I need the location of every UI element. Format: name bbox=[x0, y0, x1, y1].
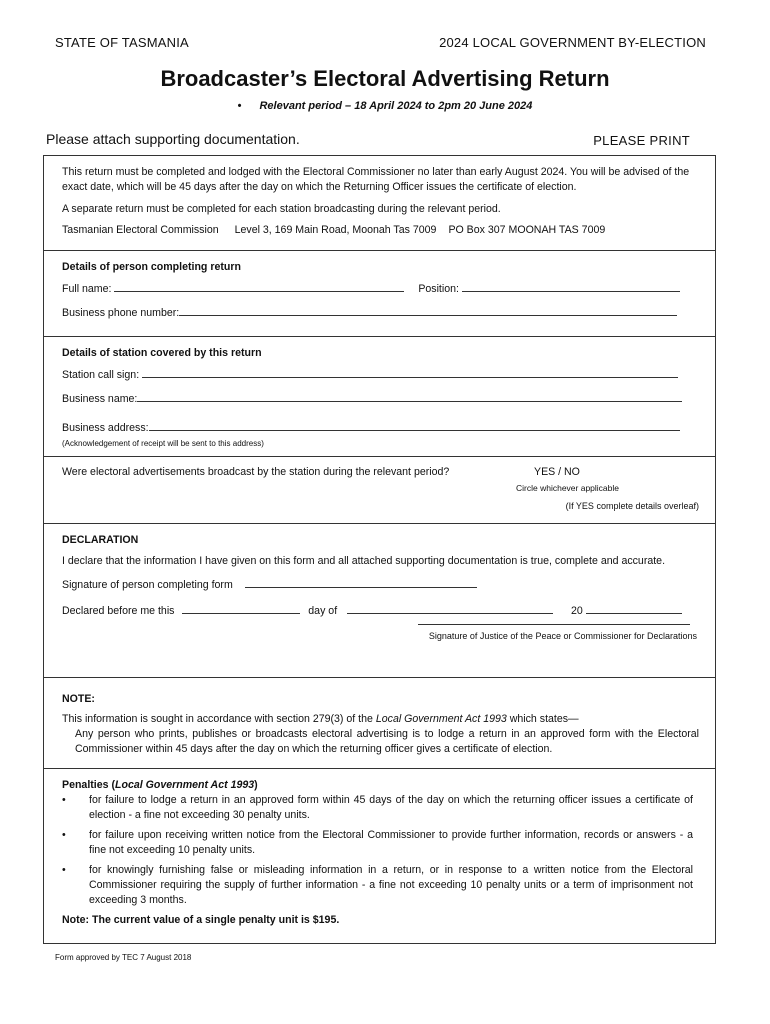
phone-field[interactable] bbox=[179, 305, 677, 316]
commission-street: Level 3, 169 Main Road, Moonah Tas 7009 bbox=[234, 224, 437, 236]
business-name-field[interactable] bbox=[137, 391, 682, 402]
yes-no-answer[interactable]: YES / NO bbox=[534, 466, 580, 478]
commission-address bbox=[62, 223, 697, 238]
declared-row bbox=[62, 603, 699, 619]
business-name-row bbox=[62, 391, 697, 407]
jp-signature-line[interactable] bbox=[418, 624, 690, 625]
commission-po-box: PO Box 307 MOONAH TAS 7009 bbox=[448, 224, 606, 236]
station-section bbox=[44, 336, 715, 456]
year-label: 20 bbox=[570, 605, 583, 617]
ack-note: (Acknowledgement of receipt will be sent to this address) bbox=[62, 439, 264, 448]
declared-day-field[interactable] bbox=[182, 603, 300, 614]
question-section bbox=[44, 456, 715, 523]
declared-label: Declared before me this bbox=[62, 605, 175, 617]
please-print: PLEASE PRINT bbox=[593, 133, 690, 148]
penalty-text: for failure to lodge a return in an approved form within 45 days of the day on which the returning officer issues a certificate of election - a fine not exceeding 30 penalty units. bbox=[89, 794, 693, 821]
intro-paragraph: This return must be completed and lodged with the Electoral Commissioner no later than early August 2024. You will be advised of the exact date, which will be 45 days after the day on which the Returning Officer issues the certificate of election. bbox=[62, 166, 690, 193]
note-section bbox=[44, 677, 715, 768]
penalties-act: Local Government Act 1993 bbox=[115, 779, 255, 791]
jp-signature-label: Signature of Justice of the Peace or Commissioner for Declarations bbox=[428, 631, 697, 641]
note-intro-b: which states— bbox=[506, 713, 579, 725]
penalty-unit-note: Note: The current value of a single penalty unit is $195. bbox=[62, 914, 340, 926]
penalty-bullet: • bbox=[62, 829, 66, 841]
penalties-heading bbox=[62, 778, 693, 793]
penalties-heading-a: Penalties ( bbox=[62, 779, 115, 791]
intro-section bbox=[44, 156, 715, 250]
business-address-row bbox=[62, 420, 697, 436]
business-name-label: Business name: bbox=[62, 393, 138, 405]
circle-note: Circle whichever applicable bbox=[516, 483, 619, 493]
penalty-text: for knowingly furnishing false or misleading information in a return, or in response to a written notice from the Electoral Commissioner requiring the supply of further information - a fine not exceeding 10 penalty units or a term of imprisonment not exceeding 3 months. bbox=[89, 864, 693, 906]
business-address-field[interactable] bbox=[149, 420, 680, 431]
relevant-period bbox=[0, 100, 770, 112]
note-quote: Any person who prints, publishes or broadcasts electoral advertising is to lodge a return in an approved form with the Electoral Commissioner within 45 days after the day on which the returning officer gives a certificate of election. bbox=[75, 728, 699, 755]
penalty-item bbox=[62, 863, 693, 908]
form-box bbox=[43, 155, 716, 944]
person-section bbox=[44, 250, 715, 336]
day-of-label: day of bbox=[308, 605, 338, 617]
header-election: 2024 LOCAL GOVERNMENT BY-ELECTION bbox=[439, 35, 706, 50]
penalty-bullet: • bbox=[62, 794, 66, 806]
note-heading: NOTE: bbox=[62, 693, 95, 705]
intro-separate-return: A separate return must be completed for each station broadcasting during the relevant period. bbox=[62, 203, 501, 215]
call-sign-row bbox=[62, 367, 697, 383]
position-label: Position: bbox=[418, 283, 459, 295]
question-text: Were electoral advertisements broadcast by the station during the relevant period? bbox=[62, 466, 450, 478]
call-sign-field[interactable] bbox=[142, 367, 678, 378]
note-act: Local Government Act 1993 bbox=[375, 713, 507, 725]
if-yes-note: (If YES complete details overleaf) bbox=[565, 501, 699, 511]
note-intro-a: This information is sought in accordance with section 279(3) of the bbox=[62, 713, 376, 725]
header-state: STATE OF TASMANIA bbox=[55, 35, 189, 50]
page-title: Broadcaster’s Electoral Advertising Return bbox=[160, 66, 610, 91]
full-name-label: Full name: bbox=[62, 283, 112, 295]
position-field[interactable] bbox=[462, 281, 680, 292]
penalty-text: for failure upon receiving written notice from the Electoral Commissioner to provide further information, records or answers - a fine not exceeding 10 penalty units. bbox=[89, 829, 693, 856]
period-text: Relevant period – 18 April 2024 to 2pm 20 June 2024 bbox=[259, 100, 533, 112]
form-approval-footer: Form approved by TEC 7 August 2018 bbox=[55, 953, 192, 962]
penalties-heading-b: ) bbox=[254, 779, 258, 791]
penalty-bullet: • bbox=[62, 864, 66, 876]
attach-note: Please attach supporting documentation. bbox=[46, 131, 300, 147]
penalties-section bbox=[44, 768, 715, 928]
business-address-label: Business address: bbox=[62, 422, 149, 434]
person-heading: Details of person completing return bbox=[62, 261, 241, 273]
declaration-heading: DECLARATION bbox=[62, 534, 139, 546]
declared-year-field[interactable] bbox=[586, 603, 682, 614]
declaration-section bbox=[44, 523, 715, 677]
declaration-text: I declare that the information I have given on this form and all attached supporting documentation is true, complete and accurate. bbox=[62, 555, 666, 567]
full-name-field[interactable] bbox=[114, 281, 404, 292]
penalty-item bbox=[62, 793, 693, 823]
commission-name: Tasmanian Electoral Commission bbox=[62, 224, 219, 236]
signature-field[interactable] bbox=[245, 577, 477, 588]
penalty-item bbox=[62, 828, 693, 858]
phone-row bbox=[62, 305, 697, 321]
full-name-row bbox=[62, 281, 697, 297]
call-sign-label: Station call sign: bbox=[62, 369, 140, 381]
declared-month-field[interactable] bbox=[347, 603, 553, 614]
station-heading: Details of station covered by this return bbox=[62, 347, 262, 359]
note-intro bbox=[62, 712, 699, 727]
period-bullet: • bbox=[237, 100, 242, 112]
signature-label: Signature of person completing form bbox=[62, 579, 233, 591]
phone-label: Business phone number: bbox=[62, 307, 180, 319]
signature-row bbox=[62, 577, 699, 593]
